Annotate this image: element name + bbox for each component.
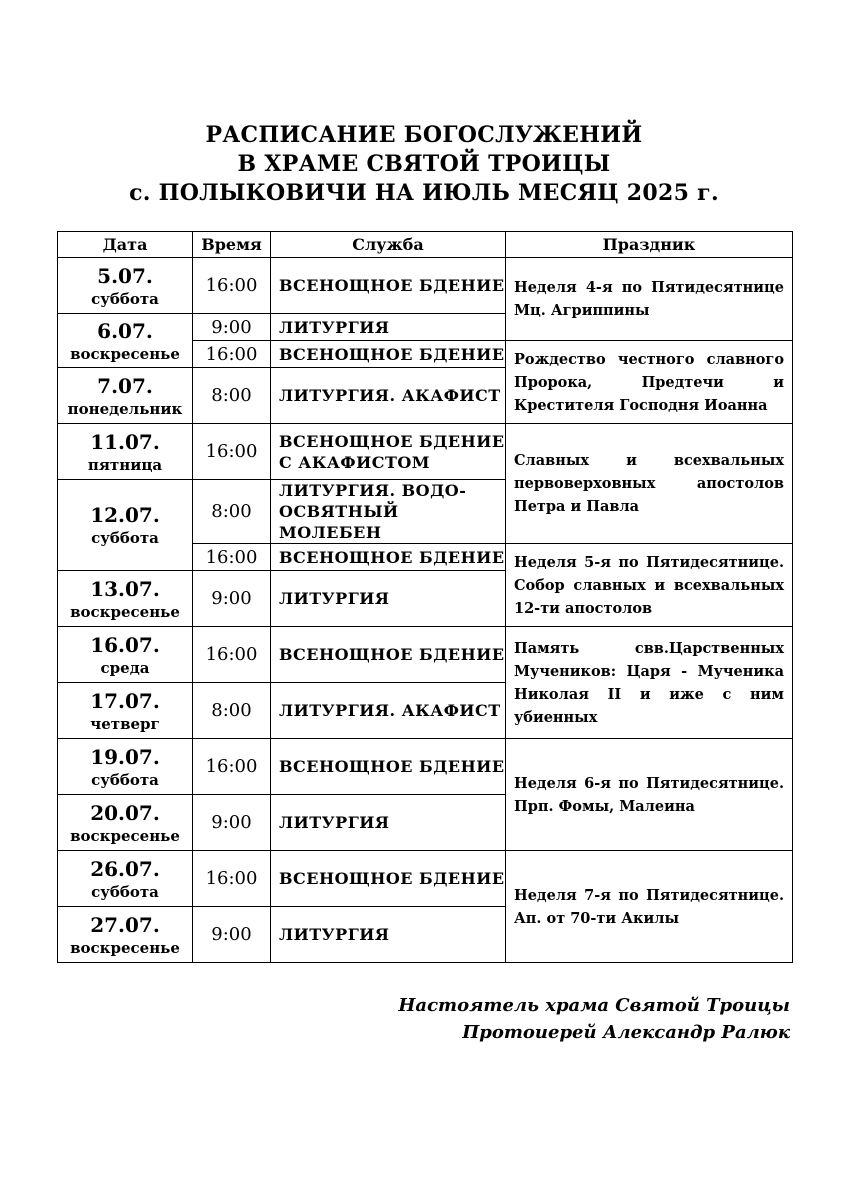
time-cell: 16:00 bbox=[193, 258, 271, 314]
date-value: 6.07. bbox=[97, 318, 153, 343]
feast-cell: Неделя 4-я по Пятидесятнице Мц. Агриппины bbox=[506, 258, 793, 341]
time-cell: 16:00 bbox=[193, 851, 271, 907]
weekday: воскресенье bbox=[70, 938, 180, 957]
time-cell: 16:00 bbox=[193, 627, 271, 683]
date-value: 19.07. bbox=[90, 744, 160, 769]
date-value: 12.07. bbox=[90, 503, 160, 527]
weekday: среда bbox=[100, 658, 150, 677]
date-cell bbox=[58, 907, 193, 963]
service-cell: ВСЕНОЩНОЕ БДЕНИЕ bbox=[271, 627, 506, 683]
header-time: Время bbox=[193, 232, 271, 258]
table-row bbox=[58, 851, 793, 907]
feast-cell: Неделя 6-я по Пятидесятнице. Прп. Фомы, Малеина bbox=[506, 739, 793, 851]
header-date: Дата bbox=[58, 232, 193, 258]
time-cell: 8:00 bbox=[193, 683, 271, 739]
service-cell bbox=[271, 424, 506, 480]
service-cell bbox=[271, 480, 506, 544]
date-cell bbox=[58, 258, 193, 314]
service-line: ВСЕНОЩНОЕ БДЕНИЕ bbox=[279, 431, 505, 451]
table-row bbox=[58, 627, 793, 683]
service-line: ОСВЯТНЫЙ МОЛЕБЕН bbox=[279, 502, 399, 542]
feast-cell: Неделя 5-я по Пятидесятнице. Собор славных и всехвальных 12-ти апостолов bbox=[506, 544, 793, 627]
service-cell: ЛИТУРГИЯ. АКАФИСТ bbox=[271, 368, 506, 424]
feast-cell: Память свв.Царственных Мучеников: Царя - Мученика Николая II и иже с ним убиенных bbox=[506, 627, 793, 739]
date-cell bbox=[58, 571, 193, 627]
title-line-2: В ХРАМЕ СВЯТОЙ ТРОИЦЫ bbox=[237, 151, 611, 177]
feast-cell: Неделя 7-я по Пятидесятнице. Ап. от 70-ти Акилы bbox=[506, 851, 793, 963]
page-title bbox=[0, 121, 848, 208]
service-cell: ЛИТУРГИЯ bbox=[271, 907, 506, 963]
service-cell: ВСЕНОЩНОЕ БДЕНИЕ bbox=[271, 544, 506, 571]
table-row bbox=[58, 424, 793, 480]
signature bbox=[398, 992, 790, 1046]
table-row bbox=[58, 739, 793, 795]
date-cell bbox=[58, 314, 193, 368]
weekday: суббота bbox=[91, 529, 159, 547]
date-cell bbox=[58, 683, 193, 739]
weekday: четверг bbox=[90, 714, 160, 733]
date-cell bbox=[58, 627, 193, 683]
date-cell bbox=[58, 368, 193, 424]
date-value: 20.07. bbox=[90, 800, 160, 825]
weekday: суббота bbox=[91, 289, 159, 308]
weekday: воскресенье bbox=[70, 344, 180, 363]
service-line: С АКАФИСТОМ bbox=[279, 452, 431, 472]
service-cell: ЛИТУРГИЯ. АКАФИСТ bbox=[271, 683, 506, 739]
date-value: 16.07. bbox=[90, 632, 160, 657]
header-service: Служба bbox=[271, 232, 506, 258]
service-cell: ВСЕНОЩНОЕ БДЕНИЕ bbox=[271, 739, 506, 795]
title-line-1: РАСПИСАНИЕ БОГОСЛУЖЕНИЙ bbox=[205, 122, 643, 148]
feast-cell: Славных и всехвальных первоверховных апостолов Петра и Павла bbox=[506, 424, 793, 544]
service-cell: ЛИТУРГИЯ bbox=[271, 314, 506, 341]
weekday: суббота bbox=[91, 770, 159, 789]
date-value: 17.07. bbox=[90, 688, 160, 713]
date-cell bbox=[58, 795, 193, 851]
time-cell: 9:00 bbox=[193, 314, 271, 341]
weekday: понедельник bbox=[67, 399, 183, 418]
service-line: ЛИТУРГИЯ. ВОДО- bbox=[279, 481, 467, 500]
time-cell: 16:00 bbox=[193, 341, 271, 368]
date-cell bbox=[58, 739, 193, 795]
schedule-table bbox=[57, 231, 793, 963]
date-cell bbox=[58, 851, 193, 907]
time-cell: 9:00 bbox=[193, 795, 271, 851]
weekday: воскресенье bbox=[70, 826, 180, 845]
service-cell: ВСЕНОЩНОЕ БДЕНИЕ bbox=[271, 851, 506, 907]
time-cell: 8:00 bbox=[193, 368, 271, 424]
date-value: 5.07. bbox=[97, 263, 153, 288]
weekday: воскресенье bbox=[70, 602, 180, 621]
weekday: пятница bbox=[87, 455, 163, 474]
header-feast: Праздник bbox=[506, 232, 793, 258]
time-cell: 16:00 bbox=[193, 424, 271, 480]
service-cell: ВСЕНОЩНОЕ БДЕНИЕ bbox=[271, 258, 506, 314]
signature-line-1: Настоятель храма Святой Троицы bbox=[398, 995, 790, 1016]
time-cell: 9:00 bbox=[193, 571, 271, 627]
time-cell: 9:00 bbox=[193, 907, 271, 963]
time-cell: 8:00 bbox=[193, 480, 271, 544]
service-cell: ВСЕНОЩНОЕ БДЕНИЕ bbox=[271, 341, 506, 368]
time-cell: 16:00 bbox=[193, 544, 271, 571]
date-value: 11.07. bbox=[90, 429, 160, 454]
weekday: суббота bbox=[91, 882, 159, 901]
date-value: 27.07. bbox=[90, 912, 160, 937]
title-line-3: с. ПОЛЫКОВИЧИ НА ИЮЛЬ МЕСЯЦ 2025 г. bbox=[129, 180, 719, 206]
date-value: 7.07. bbox=[97, 373, 153, 398]
service-cell: ЛИТУРГИЯ bbox=[271, 795, 506, 851]
time-cell: 16:00 bbox=[193, 739, 271, 795]
signature-line-2: Протоиерей Александр Ралюк bbox=[462, 1022, 790, 1043]
date-cell bbox=[58, 424, 193, 480]
date-value: 13.07. bbox=[90, 576, 160, 601]
feast-cell: Рождество честного славного Пророка, Предтечи и Крестителя Господня Иоанна bbox=[506, 341, 793, 424]
header-row bbox=[58, 232, 793, 258]
service-cell: ЛИТУРГИЯ bbox=[271, 571, 506, 627]
date-value: 26.07. bbox=[90, 856, 160, 881]
table-row bbox=[58, 258, 793, 314]
date-cell bbox=[58, 480, 193, 571]
